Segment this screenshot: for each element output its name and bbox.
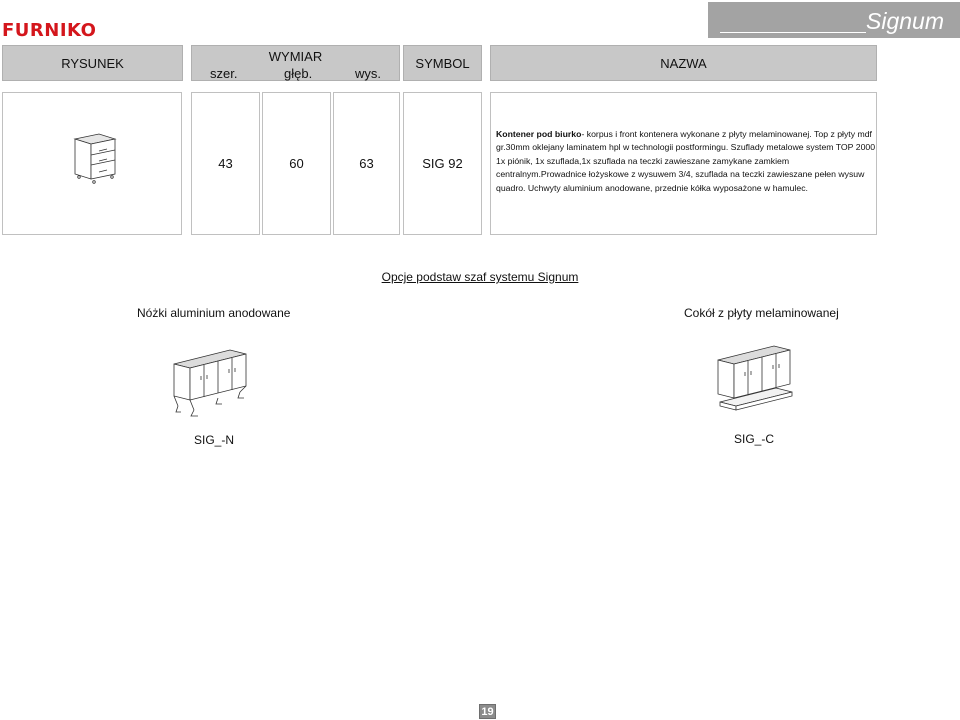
header-wymiar-group [191, 45, 400, 81]
brand-logo: FURNIKO [2, 20, 97, 41]
header-wymiar: WYMIAR [268, 49, 323, 64]
options-title: Opcje podstaw szaf systemu Signum [381, 270, 579, 284]
option-plinth-label: Cokół z płyty melaminowanej [684, 306, 839, 320]
header-wys: wys. [355, 66, 381, 81]
page-number: 19 [479, 704, 496, 719]
cabinet-legs-drawing [160, 340, 260, 420]
product-description [496, 128, 880, 195]
value-gleb: 60 [262, 92, 331, 235]
description-title: Kontener pod biurko [496, 129, 582, 139]
value-symbol: SIG 92 [403, 92, 482, 235]
option-plinth-code: SIG_-C [734, 432, 775, 446]
option-legs-code: SIG_-N [194, 433, 235, 447]
option-legs-label: Nóżki aluminium anodowane [137, 306, 291, 320]
header-szer: szer. [210, 66, 238, 81]
header-rysunek: RYSUNEK [2, 45, 183, 81]
series-title: Signum [866, 8, 944, 34]
cabinet-plinth-drawing [708, 336, 808, 416]
series-banner [708, 2, 960, 38]
header-symbol: SYMBOL [403, 45, 482, 81]
product-drawing-cell [2, 92, 182, 235]
drawer-container-drawing [3, 93, 183, 236]
value-wys: 63 [333, 92, 400, 235]
description-text: - korpus i front kontenera wykonane z płyty melaminowanej. Top z płyty mdf gr.30mm oklejany laminatem hpl w technologii postformingu. Szuflady metalowe system TOP 2000 1x piónik, 1x szuflada,1x szuflada na teczki zawieszane zamykane zamkiem centralnym.Prowadnice łożyskowe z wysuwem 3/4, szuflada na teczki zawieszane pełen wysuw quadro. Uchwyty aluminium anodowane, przednie kółka wyposażone w hamulec. [496, 129, 876, 193]
series-underline [720, 32, 866, 33]
header-nazwa: NAZWA [490, 45, 877, 81]
value-szer: 43 [191, 92, 260, 235]
header-gleb: głęb. [284, 66, 313, 81]
